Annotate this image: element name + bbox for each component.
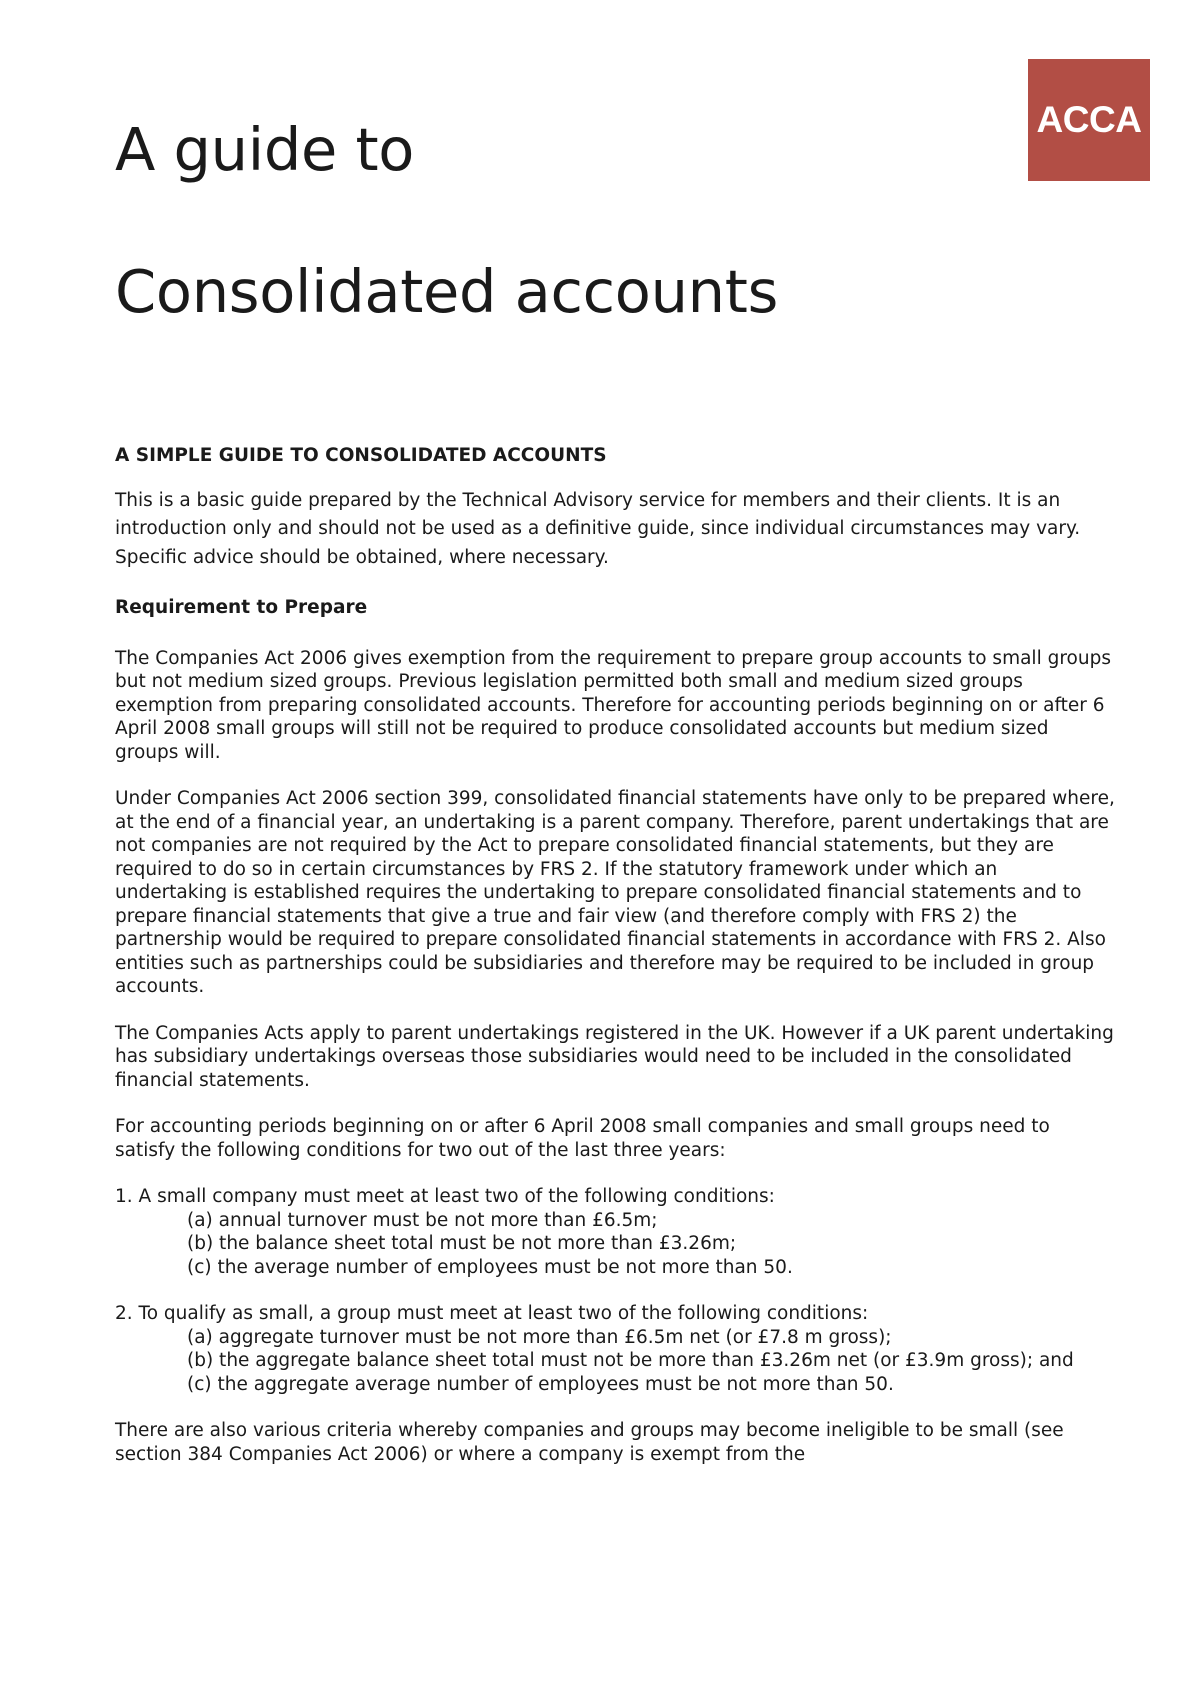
acca-logo (1028, 59, 1150, 181)
closing-paragraph: There are also various criteria whereby companies and groups may become ineligible to be small (see section 384 Companies Act 2006) or where a company is exempt from the (115, 1420, 1064, 1465)
list-item: (c) the aggregate average number of employees must be not more than 50. (187, 1373, 894, 1395)
list-item: (b) the aggregate balance sheet total must not be more than £3.26m net (or £3.9m gross); and (187, 1350, 1074, 1371)
intro-paragraph: This is a basic guide prepared by the Technical Advisory service for members and their clients. It is an introduction only and should not be used as a definitive guide, since individual circumstances may vary. Specific advice should be obtained, where necessary. (115, 489, 1081, 568)
paragraph: For accounting periods beginning on or after 6 April 2008 small companies and small groups need to satisfy the following conditions for two out of the last three years: (115, 1116, 1050, 1161)
list-item: (a) aggregate turnover must be not more than £6.5m net (or £7.8 m gross); (187, 1326, 892, 1348)
list-lead: 1. A small company must meet at least two of the following conditions: (115, 1186, 775, 1207)
paragraph: The Companies Act 2006 gives exemption from the requirement to prepare group accounts to small groups but not medium sized groups. Previous legislation permitted both small and medium sized groups exemption from preparing consolidated accounts. Therefore for accounting periods beginning on or after 6 April 2008 small groups will still not be required to produce consolidated accounts but medium sized groups will. (115, 647, 1111, 763)
paragraph: The Companies Acts apply to parent undertakings registered in the UK. However if a UK parent undertaking has subsidiary undertakings overseas those subsidiaries would need to be included in the consolidated financial statements. (115, 1022, 1114, 1091)
list-item: (c) the average number of employees must be not more than 50. (187, 1256, 793, 1278)
list-lead: 2. To qualify as small, a group must meet at least two of the following conditions: (115, 1303, 869, 1324)
list-item: (b) the balance sheet total must be not more than £3.26m; (187, 1233, 737, 1254)
subtitle: A SIMPLE GUIDE TO CONSOLIDATED ACCOUNTS (115, 445, 607, 466)
acca-logo-text: ACCA (1036, 99, 1142, 140)
small-company-conditions (115, 1185, 1115, 1279)
small-group-conditions (115, 1302, 1115, 1396)
section-heading: Requirement to Prepare (115, 597, 368, 618)
title-line-2: Consolidated accounts (115, 257, 779, 326)
list-item: (a) annual turnover must be not more than £6.5m; (187, 1209, 658, 1231)
document-body (115, 444, 1115, 1489)
title-line-1: A guide to (115, 115, 415, 184)
paragraph: Under Companies Act 2006 section 399, consolidated financial statements have only to be prepared where, at the end of a financial year, an undertaking is a parent company. Therefore, parent undertakings that are not companies are not required by the Act to prepare consolidated financial statements, but they are required to do so in certain circumstances by FRS 2. If the statutory framework under which an undertaking is established requires the undertaking to prepare consolidated financial statements and to prepare financial statements that give a true and fair view (and therefore comply with FRS 2) the partnership would be required to prepare consolidated financial statements in accordance with FRS 2. Also entities such as partnerships could be subsidiaries and therefore may be required to be included in group accounts. (115, 788, 1115, 997)
